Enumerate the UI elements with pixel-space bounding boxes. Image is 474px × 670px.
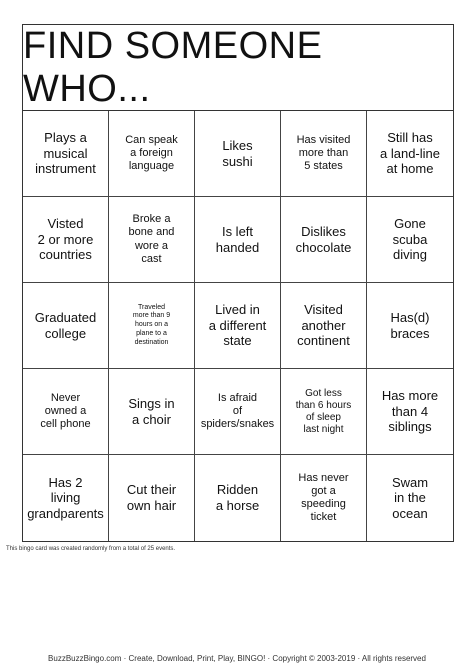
bingo-cell: Lived in a different state xyxy=(195,283,281,369)
bingo-cell: Has visited more than 5 states xyxy=(281,111,367,197)
bingo-cell: Got less than 6 hours of sleep last night xyxy=(281,369,367,455)
bingo-cell: Graduated college xyxy=(23,283,109,369)
footer-copyright: BuzzBuzzBingo.com · Create, Download, Print, Play, BINGO! · Copyright © 2003-2019 · All rights reserved xyxy=(48,654,426,663)
bingo-cell: Likes sushi xyxy=(195,111,281,197)
bingo-cell: Visted 2 or more countries xyxy=(23,197,109,283)
generation-note: This bingo card was created randomly from a total of 25 events. xyxy=(6,546,176,552)
bingo-card xyxy=(22,24,454,542)
bingo-cell: Never owned a cell phone xyxy=(23,369,109,455)
bingo-grid xyxy=(23,111,453,541)
bingo-cell: Gone scuba diving xyxy=(367,197,453,283)
bingo-cell: Dislikes chocolate xyxy=(281,197,367,283)
bingo-cell: Sings in a choir xyxy=(109,369,195,455)
bingo-cell: Cut their own hair xyxy=(109,455,195,541)
bingo-cell: Has(d) braces xyxy=(367,283,453,369)
bingo-cell: Still has a land-line at home xyxy=(367,111,453,197)
card-title: FIND SOMEONE WHO... xyxy=(23,25,453,111)
bingo-cell: Is afraid of spiders/snakes xyxy=(195,369,281,455)
bingo-cell: Has never got a speeding ticket xyxy=(281,455,367,541)
bingo-cell: Can speak a foreign language xyxy=(109,111,195,197)
bingo-cell: Swam in the ocean xyxy=(391,474,429,521)
bingo-cell: Is left handed xyxy=(195,197,281,283)
bingo-cell: Visited another continent xyxy=(281,283,367,369)
bingo-cell: Ridden a horse xyxy=(195,455,281,541)
bingo-cell: Broke a bone and wore a cast xyxy=(109,197,195,283)
bingo-cell: Has more than 4 siblings xyxy=(367,369,453,455)
bingo-cell: Has 2 living grandparents xyxy=(23,455,109,541)
bingo-cell: Traveled more than 9 hours on a plane to a destination xyxy=(109,283,195,369)
bingo-cell: Plays a musical instrument xyxy=(23,111,109,197)
